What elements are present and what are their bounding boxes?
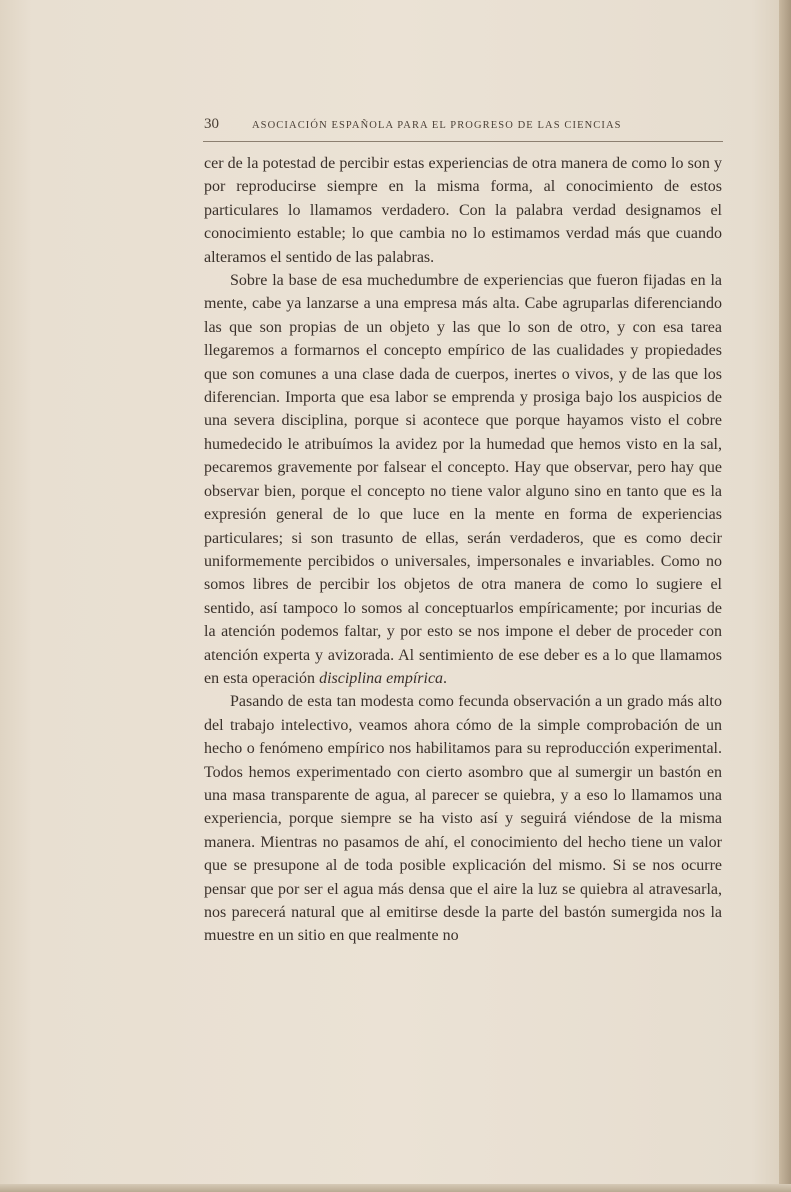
emphasis-term: disciplina empírica <box>319 669 444 687</box>
header-rule <box>203 141 723 142</box>
paragraph-text: cer de la potestad de percibir estas experiencias de otra manera de como lo son y por reproducirse siempre en la misma forma, al conocimiento de estos particulares lo llamamos verdadero. Con la palabra verdad designamos el conocimiento estable; lo que cambia no lo estimamos verdad más que cuando alteramos el sentido de las palabras. <box>204 155 722 266</box>
page-edge <box>779 0 791 1192</box>
paragraph <box>204 269 722 690</box>
paragraph <box>204 690 722 947</box>
paragraph-text: Pasando de esta tan modesta como fecunda observación a un grado más alto del trabajo intelectivo, veamos ahora cómo de la simple comprobación de un hecho o fenómeno empírico nos habilitamos para su reproducción experimental. Todos hemos experimentado con cierto asombro que al sumergir un bastón en una masa transparente de agua, al parecer se quiebra, y a eso lo llamamos una experiencia, porque siempre se ha visto así y seguirá viéndose de la misma manera. Mientras no pasamos de ahí, el conocimiento del hecho tiene un valor que se presupone al de toda posible explicación del mismo. Si se nos ocurre pensar que por ser el agua más densa que el aire la luz se quiebra al atravesarla, nos parecerá natural que al emitirse desde la parte del bastón sumergida nos la muestre en un sitio en que realmente no <box>204 693 722 945</box>
page-bottom-edge <box>0 1184 791 1192</box>
page-number: 30 <box>204 116 219 132</box>
paragraph <box>204 152 722 269</box>
running-head: ASOCIACIÓN ESPAÑOLA PARA EL PROGRESO DE LAS CIENCIAS <box>252 120 622 131</box>
paragraph-text: Sobre la base de esa muchedumbre de experiencias que fueron fijadas en la mente, cabe ya lanzarse a una empresa más alta. Cabe agruparlas diferenciando las que son propias de un objeto y las que lo son de otro, y con esa tarea llegaremos a formarnos el concepto empírico de las cualidades y propiedades que son comunes a una clase dada de cuerpos, inertes o vivos, y de las que los diferencian. Importa que esa labor se emprenda y prosiga bajo los auspicios de una severa disciplina, porque si acontece que porque hayamos visto el cobre humedecido le atribuímos la avidez por la humedad que hemos visto en la sal, pecaremos gravemente por falsear el concepto. Hay que observar, pero hay que observar bien, porque el concepto no tiene valor alguno sino en tanto que es la expresión general de lo que luce en la mente en forma de experiencias particulares; si son trasunto de ellas, serán verdaderos, que es como decir uniformemente percibidos o universales, impersonales e invariables. Como no somos libres de percibir los objetos de otra manera de como lo sugiere el sentido, así tampoco lo somos al conceptuarlos empíricamente; por incurias de la atención podemos faltar, y por esto se nos impone el deber de proceder con atención experta y avizorada. Al sentimiento de ese deber es a lo que llamamos en esta operación <box>204 272 722 687</box>
body-text <box>204 152 722 948</box>
paragraph-tail: . <box>443 669 448 687</box>
page-header <box>204 116 722 133</box>
